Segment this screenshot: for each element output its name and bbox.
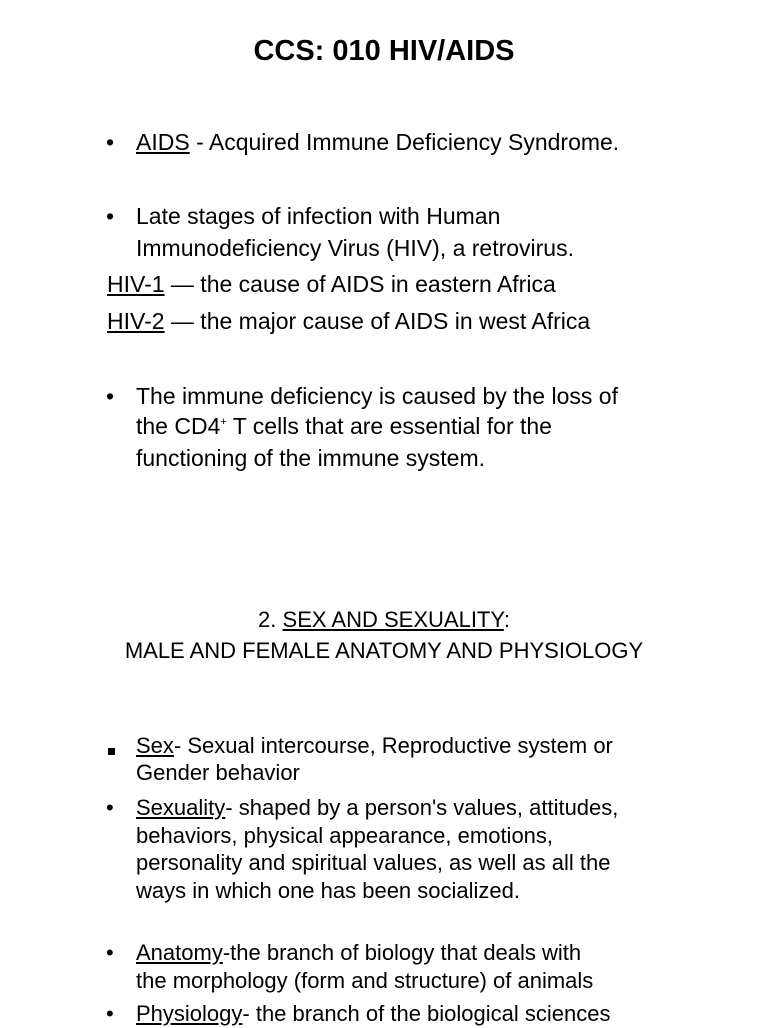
section2-heading-term: SEX AND SEXUALITY <box>282 607 504 632</box>
hiv2-line <box>107 305 590 337</box>
sexuality-line2: behaviors, physical appearance, emotions, <box>136 823 554 848</box>
physiology-def: - the branch of the biological sciences <box>242 1001 611 1026</box>
aids-def-text: - Acquired Immune Deficiency Syndrome. <box>189 129 620 155</box>
section2-number: 2. <box>258 607 283 632</box>
sex-def: - Sexual intercourse, Reproductive system or <box>173 733 613 758</box>
sexuality-def: - shaped by a person's values, attitudes, <box>225 795 619 820</box>
bullet-aids: • <box>106 129 115 155</box>
immune-line1: The immune deficiency is caused by the loss of <box>136 383 618 409</box>
sexuality-term: Sexuality <box>136 795 226 820</box>
immune-line2-pre: the CD4 <box>136 413 221 439</box>
hiv2-term: HIV-2 <box>107 308 165 334</box>
bullet-immune: • <box>106 383 115 409</box>
page-title: CCS: 010 HIV/AIDS <box>253 35 515 67</box>
immune-line2 <box>136 410 552 442</box>
aids-term: AIDS <box>136 129 190 155</box>
hiv1-line <box>107 268 556 300</box>
late-stages-line1: Late stages of infection with Human <box>136 203 501 229</box>
immune-line2-post: T cells that are essential for the <box>226 413 552 439</box>
section2-heading-line1 <box>0 604 768 635</box>
physiology-term: Physiology <box>136 1001 243 1026</box>
anatomy-line1 <box>136 939 581 967</box>
anatomy-term: Anatomy <box>136 940 223 965</box>
physiology-line1 <box>136 1000 611 1028</box>
aids-definition <box>136 126 619 158</box>
hiv1-term: HIV-1 <box>107 271 165 297</box>
sex-line1 <box>136 732 613 760</box>
sexuality-line4: ways in which one has been socialized. <box>136 878 521 903</box>
cd4-superscript: + <box>220 416 227 428</box>
sex-term: Sex <box>136 733 174 758</box>
bullet-late-stages: • <box>106 203 115 229</box>
hiv2-def: — the major cause of AIDS in west Africa <box>164 308 591 334</box>
late-stages-line2: Immunodeficiency Virus (HIV), a retrovirus. <box>136 235 574 261</box>
anatomy-line2: the morphology (form and structure) of animals <box>136 968 594 993</box>
section2-heading-colon: : <box>503 607 510 632</box>
sex-line2: Gender behavior <box>136 760 300 785</box>
sexuality-line1 <box>136 794 618 822</box>
bullet-physiology: • <box>106 1001 114 1026</box>
bullet-anatomy: • <box>106 940 114 965</box>
bullet-sexuality: • <box>106 795 114 820</box>
sexuality-line3: personality and spiritual values, as well as all the <box>136 850 611 875</box>
immune-line3: functioning of the immune system. <box>136 445 485 471</box>
hiv1-def: — the cause of AIDS in eastern Africa <box>164 271 556 297</box>
section2-heading-line2: MALE AND FEMALE ANATOMY AND PHYSIOLOGY <box>124 638 644 663</box>
square-bullet-icon <box>108 742 115 760</box>
anatomy-def: -the branch of biology that deals with <box>222 940 582 965</box>
